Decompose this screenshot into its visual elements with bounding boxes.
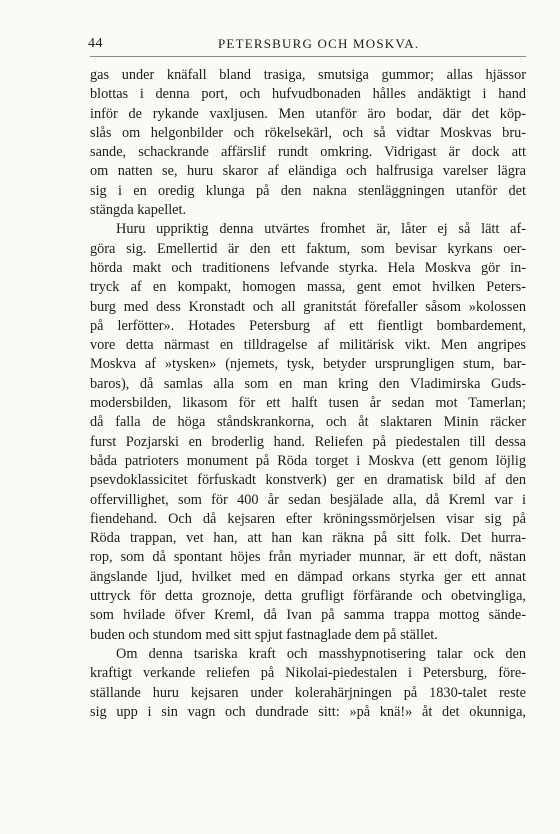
- header-rule: [90, 56, 526, 57]
- text-line: på lerfötter». Hotades Petersburg af ett fientligt bombardement,: [90, 317, 526, 334]
- text-line: furst Pozjarski en broderlig hand. Reliefen på piedestalen till dessa: [90, 433, 526, 450]
- text-line: sig upp i sin vagn och dundrade sitt: »på knä!» åt det okunniga,: [90, 703, 526, 720]
- text-line: Röda trappan, vet han, att han kan räkna på sitt folk. Det hurra-: [90, 530, 526, 547]
- text-line: psevdoklassicitet förfuskadt konstverk) ger en dramatisk bild af den: [90, 472, 526, 489]
- text-line: modersbilden, likasom för ett halft tusen år sedan mot Tamerlan;: [90, 395, 526, 412]
- text-line: kraftigt verkande reliefen på Nikolai-piedestalen i Petersburg, före-: [90, 665, 526, 682]
- text-line: Huru uppriktig denna utvärtes fromhet är, låter ej så lätt af-: [116, 221, 526, 238]
- text-line: hörda makt och traditionens lefvande styrka. Hela Moskva gör in-: [90, 259, 526, 276]
- page-header: [88, 30, 528, 54]
- text-line: om natten se, huru skaror af eländiga och halfrusiga varelser lägra: [90, 163, 526, 180]
- text-line: sande, schackrande affärslif rundt omkring. Vidrigast är dock att: [90, 144, 526, 161]
- text-line: burg med dess Kronstadt och all granitstát förefaller såsom »kolossen: [90, 298, 526, 315]
- text-line: Moskva af »tysken» (njemets, tysk, betyder ursprungligen stum, bar-: [90, 356, 526, 373]
- text-line: ängslande ljud, hvilket med en dämpad orkans styrka ger ett annat: [90, 568, 526, 585]
- page-number: 44: [88, 36, 103, 51]
- text-line: inför de rykande vaxljusen. Men utanför äro bodar, där det köp-: [90, 105, 526, 122]
- text-line: Om denna tsariska kraft och masshypnotisering talar ock den: [116, 645, 526, 662]
- text-line: slås om helgonbilder och rökelsekärl, och så vidtar Moskvas bru-: [90, 124, 526, 141]
- text-line: blottas i denna port, och hufvudbonaden hålles andäktigt i hand: [90, 86, 526, 103]
- text-line: offervillighet, som för 400 år sedan besjälade alla, då Kreml var i: [90, 491, 526, 508]
- running-head: PETERSBURG OCH MOSKVA.: [218, 36, 420, 51]
- text-line: fiendehand. Och då kejsaren efter kröningssmörjelsen visar sig på: [90, 510, 526, 527]
- text-line: då falla de höga ståndskrankorna, och åt slaktaren Minin räcker: [90, 414, 526, 431]
- text-line: ställande huru kejsaren under kolerahärjningen på 1830-talet reste: [90, 684, 526, 701]
- body-text: [90, 66, 526, 722]
- text-line: rop, som då spontant höjes från myriader munnar, är ett doft, nästan: [90, 549, 526, 566]
- text-line: gas under knäfall bland trasiga, smutsiga gummor; allas hjässor: [90, 67, 526, 83]
- text-line: baros), då samlas alla som en man kring den Vladimirska Guds-: [90, 375, 526, 392]
- text-line: vore detta närmast en tilldragelse af militärisk vikt. Men angripes: [90, 337, 526, 354]
- text-line: båda patrioters monument på Röda torget i Moskva (ett genom löjlig: [90, 452, 526, 469]
- text-line: stängda kapellet.: [90, 202, 187, 219]
- text-line: som hvilade öfver Kreml, då Ivan på samma trappa mottog sände-: [90, 607, 526, 624]
- text-line: sig i en oredig klunga på den nakna stenläggningen utanför det: [90, 182, 526, 199]
- text-line: uttryck för detta groznoje, detta grufligt förfärande och obetvingliga,: [90, 588, 526, 605]
- text-line: göra sig. Emellertid är den ett faktum, som bevisar kyrkans oer-: [90, 240, 526, 257]
- text-line: tryck af en kompakt, homogen massa, gent emot hvilken Peters-: [90, 279, 526, 296]
- text-line: buden och stundom med sitt spjut fastnaglade dem på stället.: [90, 626, 438, 643]
